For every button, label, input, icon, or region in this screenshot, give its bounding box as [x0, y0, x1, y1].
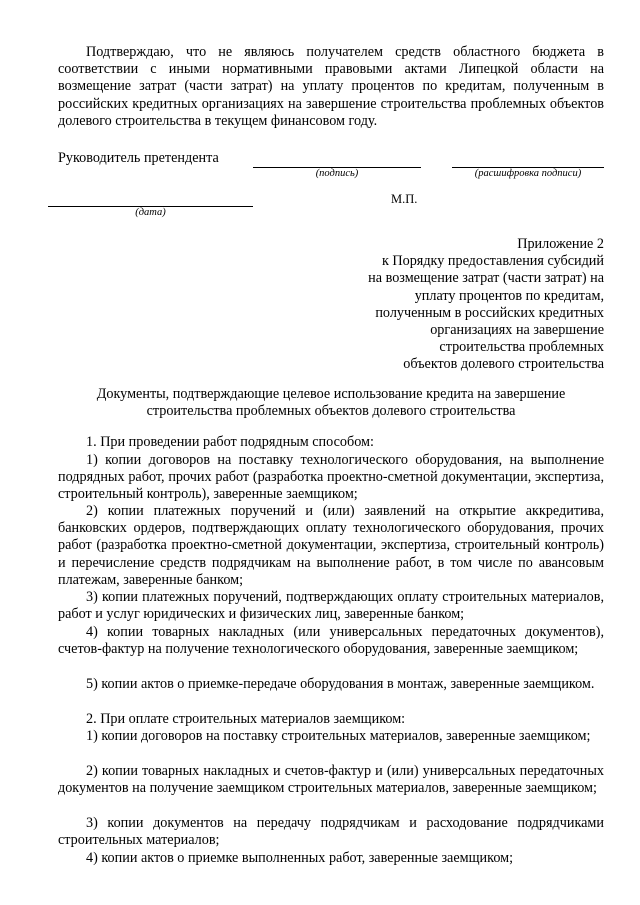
list-item: 3) копии платежных поручений, подтверждающих оплату строительных материалов, работ и услуг юридических и физических лиц, заверенные банком; [58, 589, 604, 623]
list-item: 1) копии договоров на поставку технологического оборудования, на выполнение подрядных работ, прочих работ (разработка проектно-сметной документации, экспертиза, строительный контроль), заверенные заемщиком; [58, 452, 604, 503]
title-line: строительства проблемных объектов долевого строительства [146, 403, 516, 420]
appendix-line: строительства проблемных [439, 339, 604, 356]
list-item: 2) копии товарных накладных и счетов-фактур и (или) универсальных передаточных документов на получение заемщиком строительных материалов, заверенные заемщиком; [58, 763, 604, 797]
list-item: 4) копии актов о приемке выполненных работ, заверенные заемщиком; [86, 850, 514, 866]
appendix-line: уплату процентов по кредитам, [414, 287, 604, 304]
list-item: 1) копии договоров на поставку строительных материалов, заверенные заемщиком; [86, 728, 591, 744]
head-label: Руководитель претендента [58, 150, 219, 166]
date-caption: (дата) [135, 207, 166, 218]
intro-paragraph [58, 44, 604, 130]
appendix-line: Приложение 2 [517, 236, 604, 252]
appendix-line: организациях на завершение [430, 322, 604, 339]
list-item: 2) копии платежных поручений и (или) заявлений на открытие аккредитива, банковских ордеров, подтверждающих оплату технологического оборудования, прочих работ (разработка проектно-сметной документации, экспертиза, строительный контроль) и перечисление средств подрядчикам на выполнение работ, в том числе по авансовым платежам, заверенные банком; [58, 503, 604, 588]
appendix-block [330, 236, 604, 374]
appendix-line: полученным в российских кредитных [375, 304, 604, 321]
document-title [58, 386, 604, 420]
appendix-line: на возмещение затрат (части затрат) на [368, 270, 604, 287]
list-item: 5) копии актов о приемке-передаче оборудования в монтаж, заверенные заемщиком. [86, 676, 595, 692]
list-item: 3) копии документов на передачу подрядчикам и расходование подрядчиками строительных материалов; [58, 815, 604, 849]
appendix-line: объектов долевого строительства [403, 356, 604, 373]
intro-text: Подтверждаю, что не являюсь получателем средств областного бюджета в соответствии с иными нормативными правовыми актами Липецкой области на возмещение затрат (части затрат) на уплату процентов по кредитам, полученным в российских кредитных организациях на завершение строительства проблемных объектов долевого строительства в текущем финансовом году. [58, 44, 604, 129]
decode-caption: (расшифровка подписи) [474, 168, 582, 179]
appendix-line: к Порядку предоставления субсидий [381, 253, 604, 270]
title-line: Документы, подтверждающие целевое использование кредита на завершение [96, 386, 566, 402]
list-item: 4) копии товарных накладных (или универсальных передаточных документов), счетов-фактур на получение технологического оборудования, заверенные заемщиком; [58, 624, 604, 658]
signature-caption: (подпись) [315, 168, 359, 179]
stamp-label: М.П. [391, 192, 418, 206]
list-item: 2. При оплате строительных материалов заемщиком: [86, 711, 406, 727]
list-item: 1. При проведении работ подрядным способом: [86, 434, 374, 450]
